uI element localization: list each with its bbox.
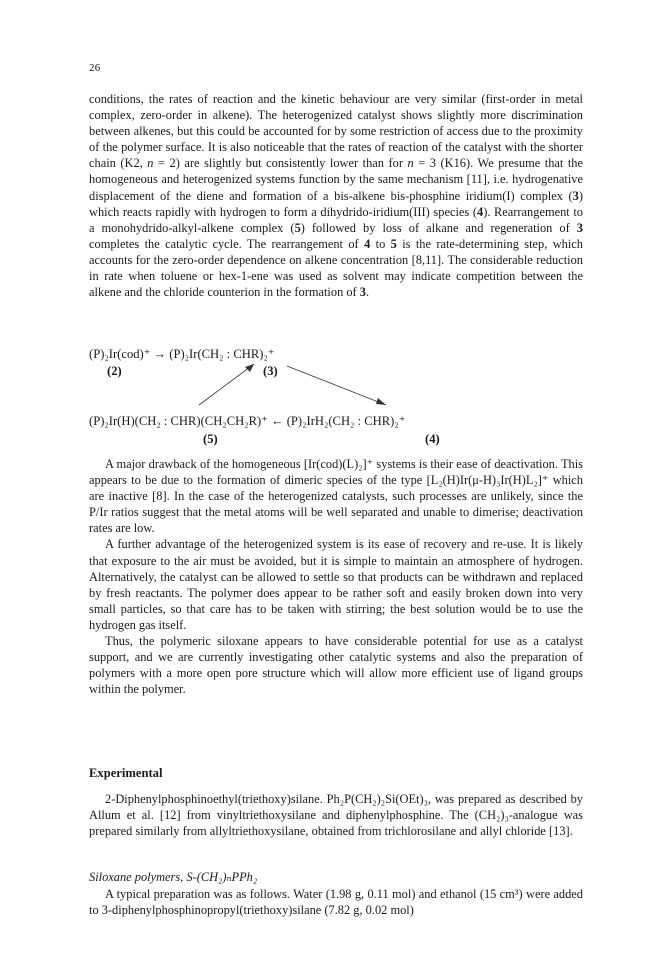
section-heading-experimental: Experimental — [89, 766, 163, 780]
paragraph-typical-prep: A typical preparation was as follows. Water (1.98 g, 0.11 mol) and ethanol (15 cm³) were added to 3-diphenylphosphinopropyl(triethoxy)silane (7.82 g, 0.02 mol) — [89, 887, 583, 918]
paragraph-conclusion: Thus, the polymeric siloxane appears to have considerable potential for use as a catalyst support, and we are currently investigating other catalytic systems and also the preparation of polymers with a more open pore structure which will allow more efficient use of ligand groups within the polymer. — [89, 634, 583, 697]
paragraph-deactivation: A major drawback of the homogeneous [Ir(cod)(L)₂]⁺ systems is their ease of deactivation. This appears to be due to the formation of dimeric species of the type [L₂(H)Ir(μ-H)₃Ir(H)L₂]⁺ which are inactive [8]. In the case of the heterogenized catalysts, such processes are unlikely, since the P/Ir ratios suggest that the metal atoms will be well separated and unable to dimerise; deactivation rates are low. — [89, 457, 583, 536]
paragraph-silane-prep: 2-Diphenylphosphinoethyl(triethoxy)silane. Ph₂P(CH₂)₂Si(OEt)₃, was prepared as described by Allum et al. [12] from vinyltriethoxysilane and diphenylphosphine. The (CH₂)₃-analogue was prepared similarly from allyltriethoxysilane, obtained from trichlorosilane and allyl chloride [13]. — [89, 792, 583, 839]
arrowhead-3 — [245, 364, 254, 372]
text-span: . — [365, 285, 370, 300]
compound-label-3: (3) — [263, 364, 278, 378]
text-span: conditions, the rates of reaction and the kinetic behaviour are very similar (first-order in metal complex, zero-order in alkene). The heterogenized catalyst shows slightly more discrimination between alkenes, but this could be accounted for by some restriction of access due to the proximity of the polymer surface. It is also noticeable that the rates of reaction of the catalyst with the shorter chain (K2, — [89, 92, 583, 171]
scheme-line-2: (P)₂Ir(H)(CH₂ : CHR)(CH₂CH₂R)⁺ ← (P)₂IrH₂(CH₂ : CHR)₂⁺ — [89, 414, 406, 428]
compound-label-4: (4) — [425, 432, 440, 446]
compound-ref: 3 — [576, 220, 583, 235]
page-number: 26 — [89, 62, 101, 74]
text-span: = 2) are slightly but consistently lower than for — [153, 156, 408, 171]
text-span: ). Rearrangement to a monohydrido-alkyl-alkene complex ( — [89, 204, 583, 235]
scheme-line-1: (P)₂Ir(cod)⁺ → (P)₂Ir(CH₂ : CHR)₂⁺ — [89, 347, 275, 361]
experimental-paragraph-1 — [89, 791, 583, 839]
scheme-arrows — [89, 346, 583, 456]
intro-paragraph: conditions, the rates of reaction and the kinetic behaviour are very similar (first-order in metal complex, zero-order in alkene). The heterogenized catalyst shows slightly more discrimination between alkenes, but this could be accounted for by some restriction of access due to the proximity of the polymer surface. It is also noticeable that the rates of reaction of the catalyst with the shorter chain (K2, n = 2) are slightly but consistently lower than for n = 3 (K16). We presume that the homogeneous and heterogenized systems function by the same mechanism [11], i.e. hydrogenative displacement of the diene and formation of a bis-alkene bis-phosphine iridium(I) complex (3) which reacts rapidly with hydrogen to form a dihydrido-iridium(III) species (4). Rearrangement to a monohydrido-alkyl-alkene complex (5) followed by loss of alkane and regeneration of 3 completes the catalytic cycle. The rearrangement of 4 to 5 is the rate-determining step, which accounts for the zero-order dependence on alkene concentration [8,11]. The considerable reduction in rate when toluene or hex-1-ene was used as solvent may indicate competition between the alkene and the chloride counterion in the formation of 3. — [89, 92, 584, 300]
compound-label-5: (5) — [203, 432, 218, 446]
experimental-paragraph-2 — [89, 886, 583, 918]
text-span: ) followed by loss of alkane and regeneration of — [300, 220, 577, 235]
compound-ref: 3 — [359, 285, 366, 300]
subsection-heading-siloxane: Siloxane polymers, S-(CH₂)ₙPPh₂ — [89, 870, 258, 884]
text-span: ) which reacts rapidly with hydrogen to form a dihydrido-iridium(III) species ( — [89, 188, 583, 219]
compound-ref: 4 — [364, 236, 371, 251]
arrow-3-to-4 — [287, 366, 386, 405]
compound-label-2: (2) — [107, 364, 122, 378]
compound-ref: 5 — [294, 220, 301, 235]
arrowhead-4 — [376, 398, 386, 405]
compound-ref: 4 — [476, 204, 484, 219]
paragraph-recovery: A further advantage of the heterogenized system is its ease of recovery and re-use. It is likely that exposure to the air must be avoided, but it is simple to maintain an atmosphere of hydrogen. Alternatively, the catalyst can be allowed to settle so that products can be withdrawn and replaced by fresh reactants. The polymer does appear to be rather soft and easily broken down into very small particles, so that care has to be taken with stirring; the best solution would be to use the hydrogen gas itself. — [89, 537, 583, 632]
text-span: is the rate-determining step, which accounts for the zero-order dependence on alkene concentration [8,11]. The considerable reduction in rate when toluene or hex-1-ene was used as solvent may indicate competition between the alkene and the chloride counterion in the formation of — [89, 236, 583, 300]
text-span: = 3 (K16). We presume that the homogeneous and heterogenized systems function by the same mechanism [11], i.e. hydrogenative displacement of the diene and formation of a bis-alkene bis-phosphine iridium(I) complex ( — [89, 156, 584, 203]
discussion-body — [89, 456, 583, 697]
reaction-scheme — [89, 346, 583, 456]
text-span: completes the catalytic cycle. The rearrangement of — [89, 236, 365, 251]
text-span: to — [370, 236, 391, 251]
compound-ref: 5 — [390, 236, 397, 251]
compound-ref: 3 — [572, 188, 579, 203]
arrow-5-to-3 — [199, 364, 254, 405]
